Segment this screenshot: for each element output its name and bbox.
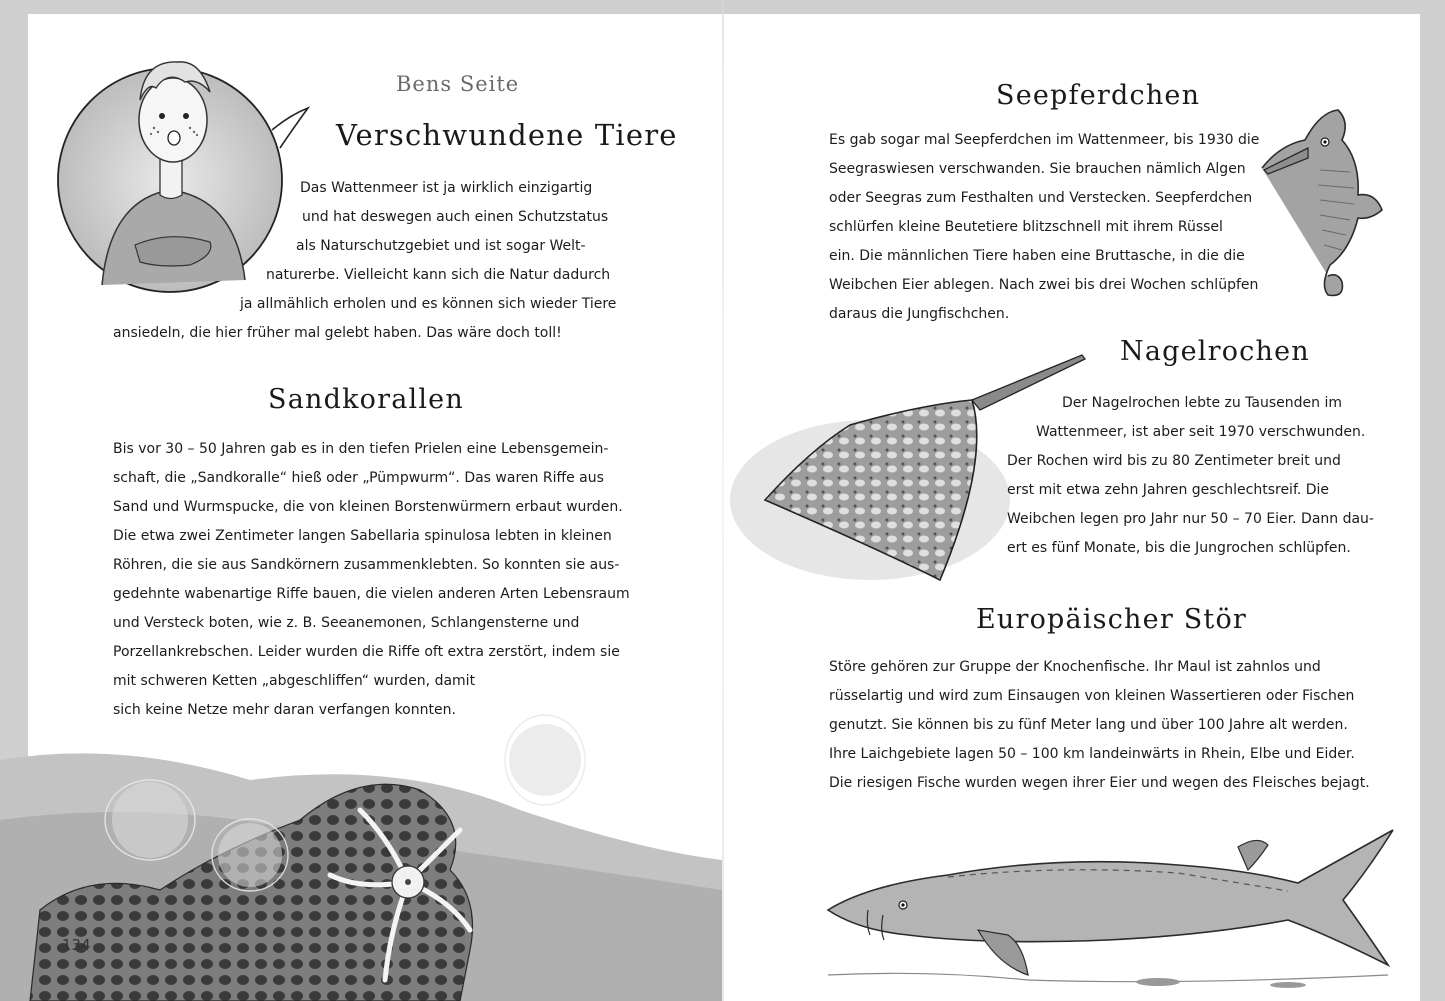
page-gutter bbox=[722, 0, 724, 1001]
body-line: Störe gehören zur Gruppe der Knochenfische. Ihr Maul ist zahnlos und bbox=[829, 659, 1321, 675]
body-line: Weibchen Eier ablegen. Nach zwei bis drei Wochen schlüpfen bbox=[829, 277, 1259, 293]
body-line: rüsselartig und wird zum Einsaugen von kleinen Wassertieren oder Fischen bbox=[829, 688, 1355, 704]
body-line: oder Seegras zum Festhalten und Verstecken. Seepferdchen bbox=[829, 190, 1253, 206]
body-line: Es gab sogar mal Seepferdchen im Wattenmeer, bis 1930 die bbox=[829, 132, 1260, 148]
body-line: Der Rochen wird bis zu 80 Zentimeter breit und bbox=[1007, 453, 1341, 469]
body-line: daraus die Jungfischchen. bbox=[829, 306, 1010, 322]
intro-line: naturerbe. Vielleicht kann sich die Natur dadurch bbox=[266, 267, 611, 283]
body-line: schlürfen kleine Beutetiere blitzschnell mit ihrem Rüssel bbox=[829, 219, 1223, 235]
intro-line: ansiedeln, die hier früher mal gelebt haben. Das wäre doch toll! bbox=[113, 325, 562, 341]
body-line: und Versteck boten, wie z. B. Seeanemonen, Schlangensterne und bbox=[113, 615, 580, 631]
sturgeon-illustration bbox=[828, 825, 1398, 995]
body-line: genutzt. Sie können bis zu fünf Meter lang und über 100 Jahre alt werden. bbox=[829, 717, 1348, 733]
body-line: Wattenmeer, ist aber seit 1970 verschwunden. bbox=[1036, 424, 1366, 440]
body-line: ein. Die männlichen Tiere haben eine Bruttasche, in die die bbox=[829, 248, 1245, 264]
body-line: Seegraswiesen verschwanden. Sie brauchen nämlich Algen bbox=[829, 161, 1246, 177]
body-line: Sand und Wurmspucke, die von kleinen Borstenwürmern erbaut wurden. bbox=[113, 499, 623, 515]
page-title: Verschwundene Tiere bbox=[336, 118, 678, 152]
intro-line: ja allmählich erholen und es können sich wieder Tiere bbox=[240, 296, 617, 312]
body-line: gedehnte wabenartige Riffe bauen, die vielen anderen Arten Lebensraum bbox=[113, 586, 630, 602]
sandkorallen-heading: Sandkorallen bbox=[268, 384, 464, 415]
page-kicker: Bens Seite bbox=[396, 72, 520, 96]
intro-line: als Naturschutzgebiet und ist sogar Welt- bbox=[296, 238, 586, 254]
body-line: Die etwa zwei Zentimeter langen Sabellaria spinulosa lebten in kleinen bbox=[113, 528, 612, 544]
body-line: Die riesigen Fische wurden wegen ihrer Eier und wegen des Fleisches bejagt. bbox=[829, 775, 1370, 791]
body-line: Der Nagelrochen lebte zu Tausenden im bbox=[1062, 395, 1342, 411]
body-line: mit schweren Ketten „abgeschliffen“ wurden, damit bbox=[113, 673, 476, 689]
coral-reef-illustration bbox=[0, 700, 722, 1001]
body-line: ert es fünf Monate, bis die Jungrochen schlüpfen. bbox=[1007, 540, 1351, 556]
body-line: Porzellankrebschen. Leider wurden die Riffe oft extra zerstört, indem sie bbox=[113, 644, 620, 660]
intro-line: und hat deswegen auch einen Schutzstatus bbox=[302, 209, 609, 225]
ben-portrait-illustration bbox=[40, 30, 310, 300]
seahorse-illustration bbox=[1250, 100, 1400, 310]
body-line: Röhren, die sie aus Sandkörnern zusammenklebten. So konnten sie aus- bbox=[113, 557, 620, 573]
seepferdchen-heading: Seepferdchen bbox=[996, 80, 1201, 111]
body-line: schaft, die „Sandkoralle“ hieß oder „Pümpwurm“. Das waren Riffe aus bbox=[113, 470, 604, 486]
nagelrochen-heading: Nagelrochen bbox=[1120, 336, 1310, 367]
body-line: sich keine Netze mehr daran verfangen konnten. bbox=[113, 702, 456, 718]
page-number: 134 bbox=[62, 936, 91, 954]
stoer-heading: Europäischer Stör bbox=[976, 604, 1248, 635]
body-line: Ihre Laichgebiete lagen 50 – 100 km landeinwärts in Rhein, Elbe und Eider. bbox=[829, 746, 1355, 762]
body-line: Bis vor 30 – 50 Jahren gab es in den tiefen Prielen eine Lebensgemein- bbox=[113, 441, 609, 457]
intro-line: Das Wattenmeer ist ja wirklich einzigartig bbox=[300, 180, 593, 196]
body-line: Weibchen legen pro Jahr nur 50 – 70 Eier. Dann dau- bbox=[1007, 511, 1374, 527]
body-line: erst mit etwa zehn Jahren geschlechtsreif. Die bbox=[1007, 482, 1330, 498]
